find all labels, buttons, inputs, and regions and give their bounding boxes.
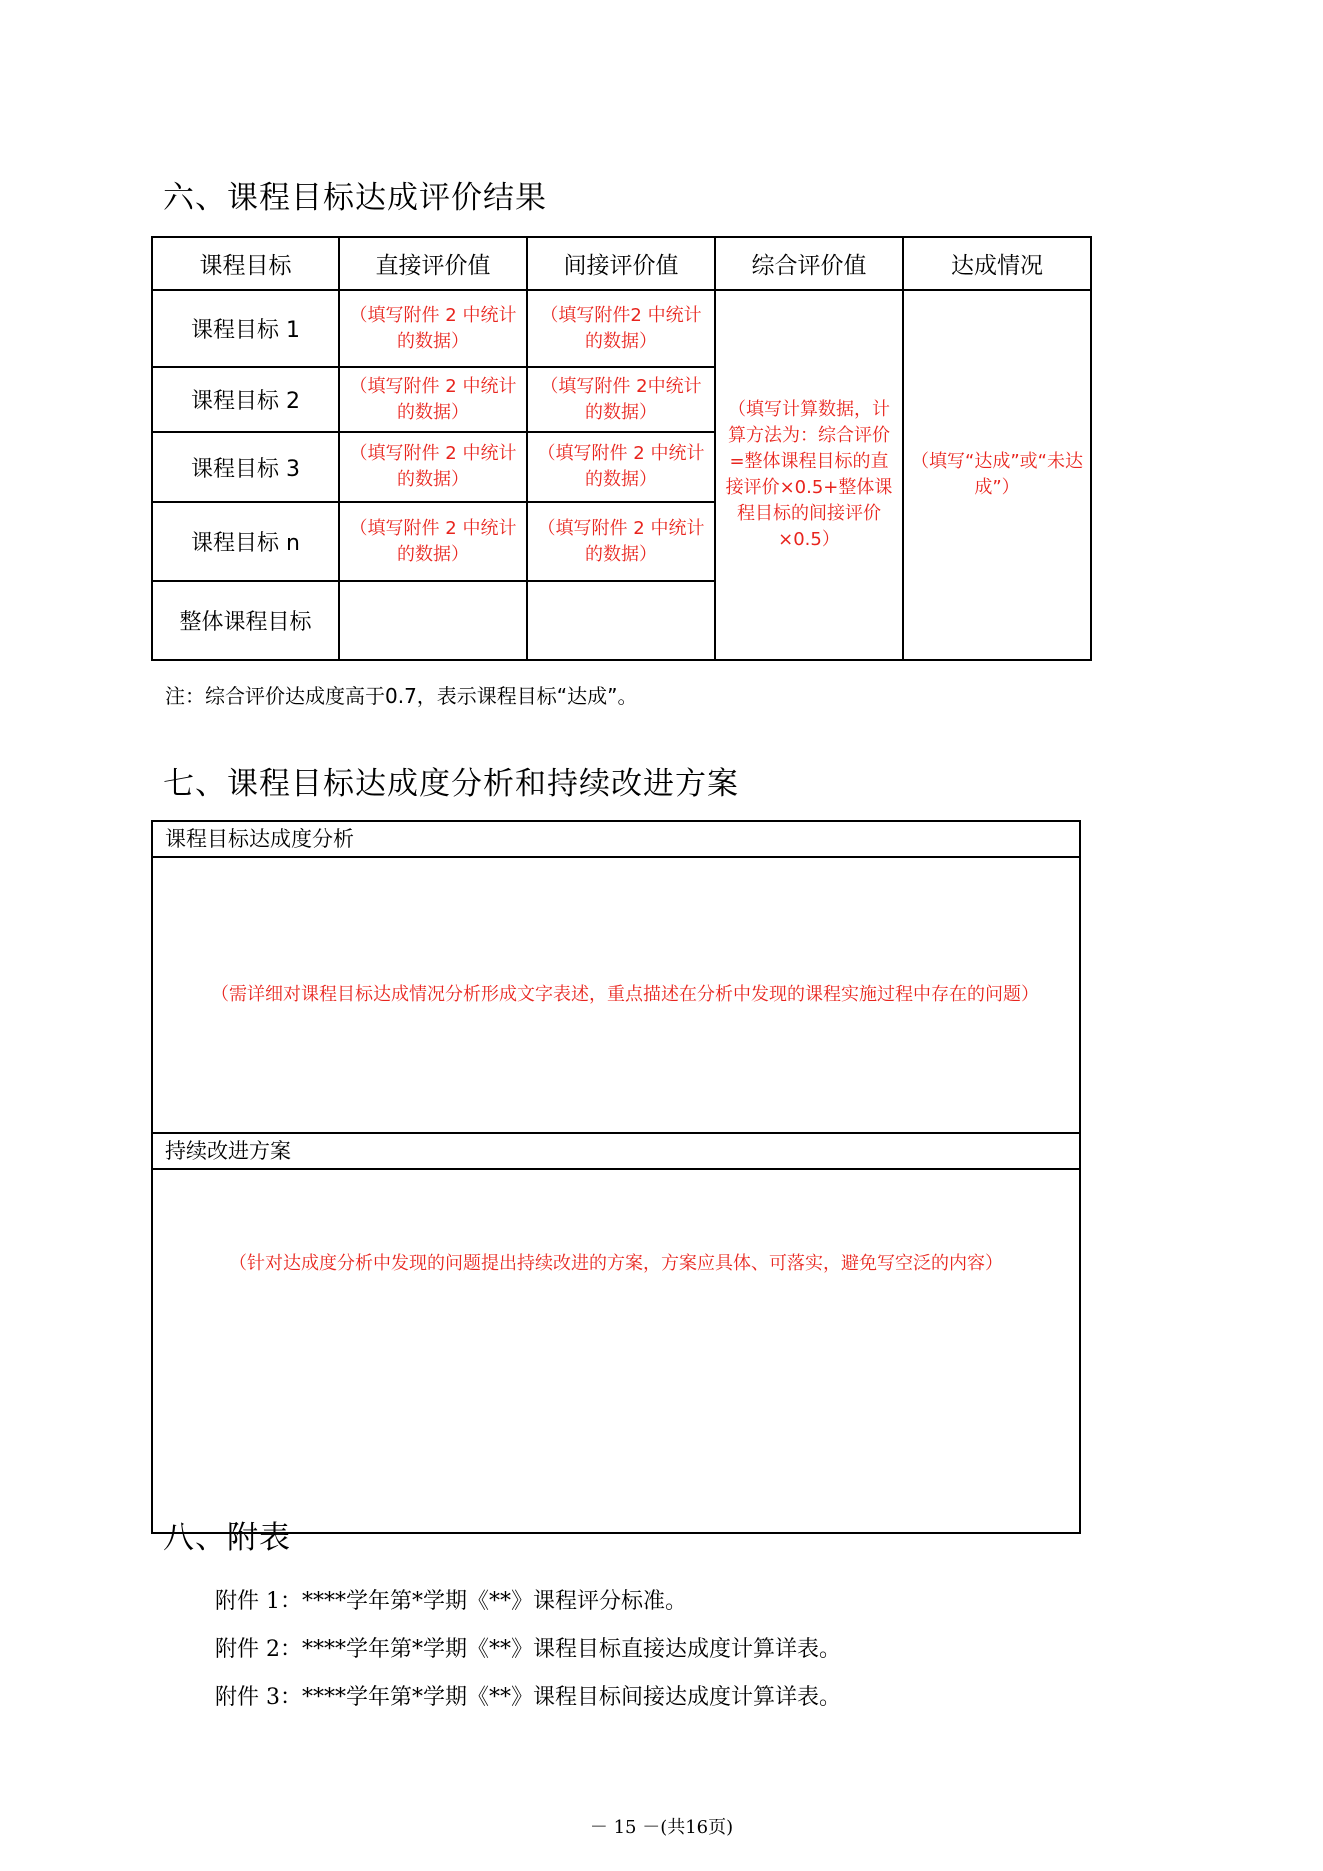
direct-value-cell[interactable]: （填写附件 2 中统计的数据） (339, 367, 527, 432)
indirect-value-cell[interactable] (527, 581, 715, 660)
table-header-row (152, 237, 1091, 290)
comprehensive-value-cell[interactable]: （填写计算数据，计算方法为：综合评价=整体课程目标的直接评价×0.5+整体课程目标的间接评价×0.5） (715, 290, 903, 660)
achievement-cell[interactable]: （填写“达成”或“未达成”） (903, 290, 1091, 660)
direct-value-cell[interactable]: （填写附件 2 中统计的数据） (339, 290, 527, 367)
direct-value-cell[interactable] (339, 581, 527, 660)
row-label: 课程目标 3 (152, 432, 339, 502)
analysis-table (151, 820, 1081, 1534)
page-number: － 15 －(共16页) (589, 1817, 734, 1838)
improvement-input-area[interactable] (152, 1169, 1080, 1533)
table-row (152, 290, 1091, 367)
section7-title: 七、课程目标达成度分析和持续改进方案 (163, 766, 739, 802)
row-label: 课程目标 2 (152, 367, 339, 432)
section6-title: 六、课程目标达成评价结果 (163, 180, 547, 216)
analysis-hint: （需详细对课程目标达成情况分析形成文字表述，重点描述在分析中发现的课程实施过程中存在的问题） (211, 984, 1039, 1005)
attachment-item: 附件 2：****学年第*学期《**》课程目标直接达成度计算详表。 (215, 1637, 841, 1662)
row-label: 整体课程目标 (152, 581, 339, 660)
header-direct-value: 直接评价值 (339, 237, 527, 290)
header-course-objective: 课程目标 (152, 237, 339, 290)
indirect-value-cell[interactable]: （填写附件 2 中统计的数据） (527, 502, 715, 581)
improvement-label: 持续改进方案 (152, 1133, 1080, 1169)
header-indirect-value: 间接评价值 (527, 237, 715, 290)
row-label: 课程目标 n (152, 502, 339, 581)
table-note: 注：综合评价达成度高于0.7，表示课程目标“达成”。 (165, 684, 638, 708)
indirect-value-cell[interactable]: （填写附件 2 中统计的数据） (527, 432, 715, 502)
indirect-value-cell[interactable]: （填写附件2 中统计的数据） (527, 290, 715, 367)
attachment-item: 附件 1：****学年第*学期《**》课程评分标准。 (215, 1589, 687, 1614)
row-label: 课程目标 1 (152, 290, 339, 367)
header-achievement: 达成情况 (903, 237, 1091, 290)
attachment-item: 附件 3：****学年第*学期《**》课程目标间接达成度计算详表。 (215, 1685, 841, 1710)
direct-value-cell[interactable]: （填写附件 2 中统计的数据） (339, 432, 527, 502)
analysis-label: 课程目标达成度分析 (152, 821, 1080, 857)
header-comprehensive-value: 综合评价值 (715, 237, 903, 290)
improvement-hint: （针对达成度分析中发现的问题提出持续改进的方案，方案应具体、可落实，避免写空泛的内容） (229, 1253, 1003, 1274)
direct-value-cell[interactable]: （填写附件 2 中统计的数据） (339, 502, 527, 581)
section8-title: 八、附表 (163, 1520, 291, 1556)
indirect-value-cell[interactable]: （填写附件 2中统计的数据） (527, 367, 715, 432)
analysis-input-area[interactable] (152, 857, 1080, 1133)
evaluation-results-table (151, 236, 1092, 661)
